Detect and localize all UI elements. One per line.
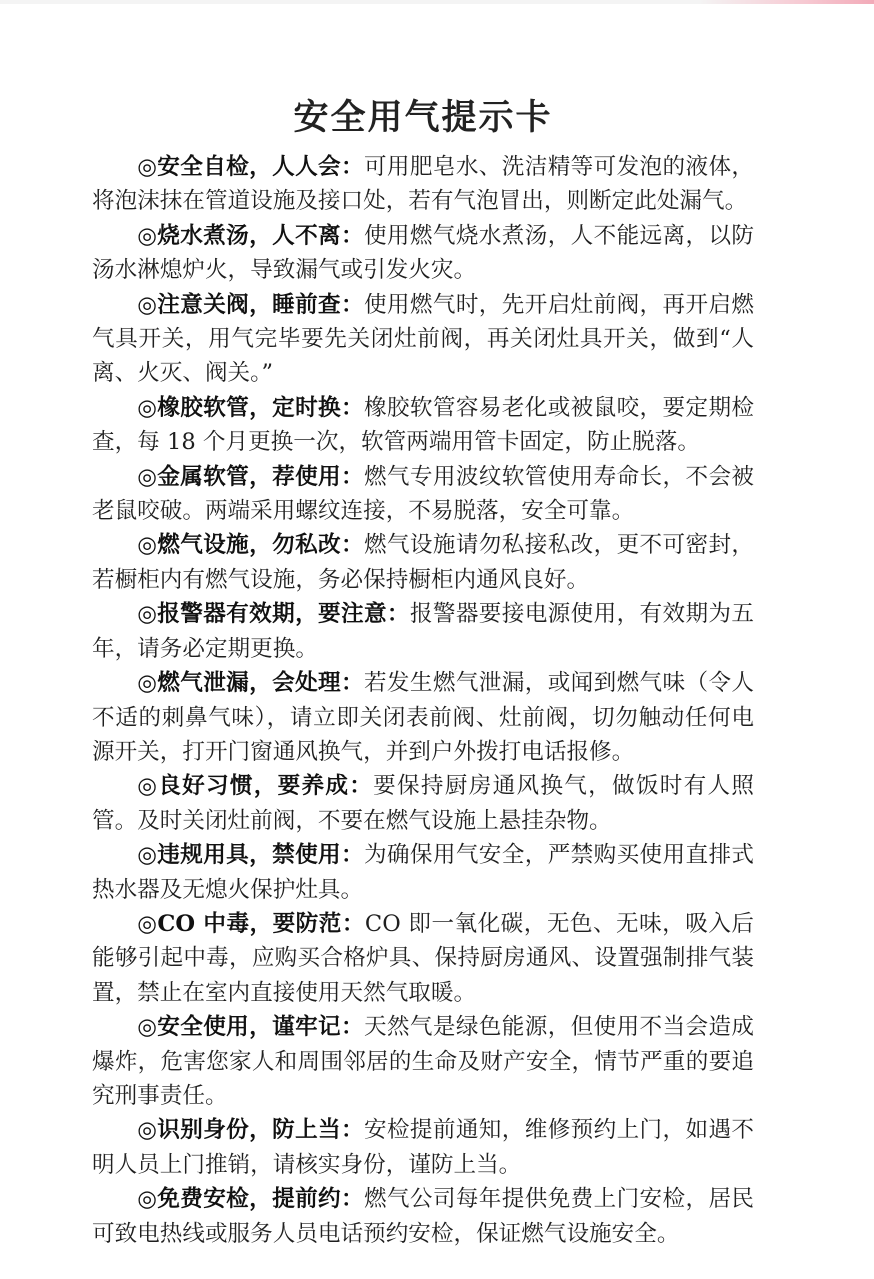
tip-paragraph — [92, 769, 754, 838]
tip-body: 安检提前通知，维修预约上门，如遇不明人员上门推销，请核实身份，谨防上当。 — [92, 1117, 755, 1178]
tip-body: 使用燃气烧水煮汤，人不能远离，以防汤水淋熄炉火，导致漏气或引发火灾。 — [92, 222, 755, 284]
document-title: 安全用气提示卡 — [293, 98, 553, 138]
tip-paragraph — [92, 666, 754, 769]
tip-paragraph — [92, 597, 754, 666]
tip-paragraph — [92, 150, 754, 219]
tip-paragraph — [92, 907, 754, 1010]
tip-body: 橡胶软管容易老化或被鼠咬，要定期检查，每 18 个月更换一次，软管两端用管卡固定，防止脱落。 — [92, 394, 755, 456]
tip-body: 报警器要接电源使用，有效期为五年，请务必定期更换。 — [92, 601, 754, 662]
tip-body: 若发生燃气泄漏，或闻到燃气味（令人不适的刺鼻气味），请立即关闭表前阀、灶前阀，切勿触动任何电源开关，打开门窗通风换气，并到户外拨打电话报修。 — [92, 670, 755, 765]
tip-paragraph — [92, 1113, 754, 1182]
tip-paragraph — [92, 219, 754, 288]
tip-body: 要保持厨房通风换气，做饭时有人照管。及时关闭灶前阀，不要在燃气设施上悬挂杂物。 — [92, 773, 755, 834]
tip-heading: ◎金属软管，荐使用： — [137, 463, 364, 490]
tip-paragraph — [92, 1010, 754, 1113]
tip-paragraph — [92, 391, 754, 460]
tip-heading: ◎安全使用，谨牢记： — [137, 1014, 364, 1041]
tip-heading: ◎燃气泄漏，会处理： — [137, 670, 364, 697]
tip-heading: ◎识别身份，防上当： — [137, 1117, 364, 1144]
tip-body: 燃气公司每年提供免费上门安检，居民可致电热线或服务人员电话预约安检，保证燃气设施安全。 — [92, 1186, 755, 1247]
tip-heading: ◎安全自检，人人会： — [137, 154, 364, 180]
tip-paragraph — [92, 460, 754, 529]
safety-card-document — [92, 92, 754, 1251]
page-top-edge — [0, 0, 874, 4]
tip-paragraph — [92, 288, 754, 391]
tip-heading: ◎良好习惯，要养成： — [137, 773, 374, 800]
tip-paragraph — [92, 1182, 754, 1251]
tip-body: 天然气是绿色能源，但使用不当会造成爆炸，危害您家人和周围邻居的生命及财产安全，情节严重的要追究刑事责任。 — [92, 1014, 755, 1109]
tip-paragraph — [92, 838, 754, 907]
tip-paragraph — [92, 528, 754, 597]
tip-heading: ◎免费安检，提前约： — [137, 1186, 364, 1213]
tip-heading: ◎报警器有效期，要注意： — [137, 601, 410, 628]
tip-heading: ◎CO 中毒，要防范： — [137, 910, 365, 937]
tip-heading: ◎违规用具，禁使用： — [137, 842, 364, 869]
tip-body: 使用燃气时，先开启灶前阀，再开启燃气具开关，用气完毕要先关闭灶前阀，再关闭灶具开关，做到“人离、火灭、阀关。” — [92, 291, 755, 387]
tip-heading: ◎燃气设施，勿私改： — [137, 532, 364, 559]
tip-body: 燃气设施请勿私接私改，更不可密封，若橱柜内有燃气设施，务必保持橱柜内通风良好。 — [92, 532, 755, 593]
tip-body: 可用肥皂水、洗洁精等可发泡的液体，将泡沫抹在管道设施及接口处，若有气泡冒出，则断定此处漏气。 — [92, 154, 755, 215]
tip-heading: ◎橡胶软管，定时换： — [137, 394, 364, 421]
tip-body: CO 即一氧化碳，无色、无味，吸入后能够引起中毒，应购买合格炉具、保持厨房通风、设置强制排气装置，禁止在室内直接使用天然气取暖。 — [92, 910, 754, 1006]
tip-body: 燃气专用波纹软管使用寿命长，不会被老鼠咬破。两端采用螺纹连接，不易脱落，安全可靠。 — [92, 463, 755, 525]
tip-heading: ◎注意关阀，睡前查： — [137, 291, 364, 318]
tip-body: 为确保用气安全，严禁购买使用直排式热水器及无熄火保护灶具。 — [92, 842, 755, 903]
tip-heading: ◎烧水煮汤，人不离： — [137, 222, 364, 249]
